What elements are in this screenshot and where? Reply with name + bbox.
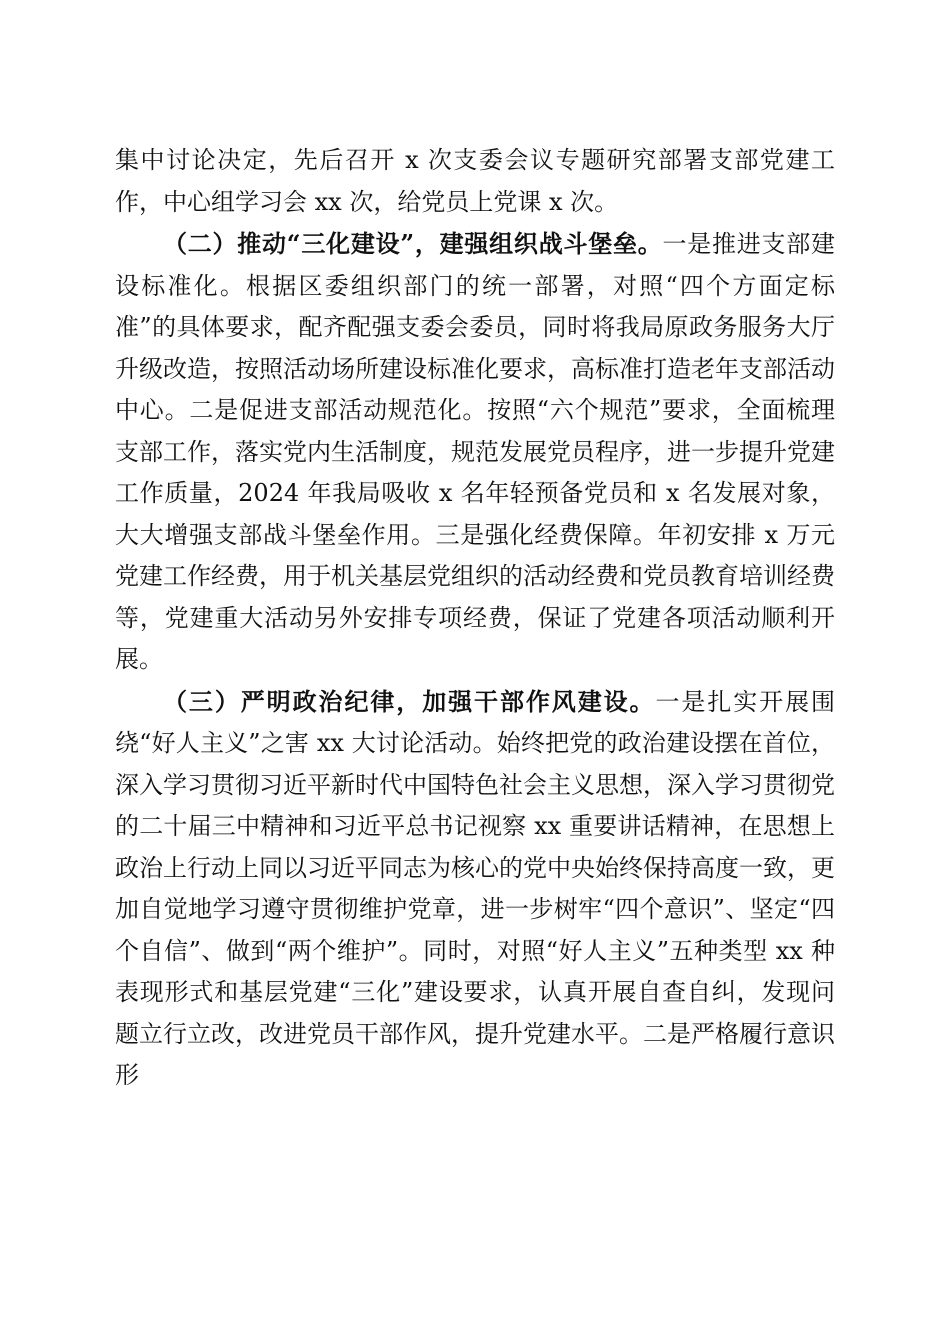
paragraph-text: 一是扎实开展围绕“好人主义”之害 xx 大讨论活动。始终把党的政治建设摆在首位，深入学习贯彻习近平新时代中国特色社会主义思想，深入学习贯彻党的二十届三中精神和习近平总书记视察 xx 重要讲话精神，在思想上政治上行动上同以习近平同志为核心的党中央始终保持高度一致，更加自觉地学习遵守贯彻维护党章，进一步树牢“四个意识”、坚定“四个自信”、做到“两个维护”。同时，对照“好人主义”五种类型 xx 种表现形式和基层党建“三化”建设要求，认真开展自查自纠，发现问题立行立改，改进党员干部作风，提升党建水平。二是严格履行意识形: [115, 687, 836, 1089]
paragraph-text: 集中讨论决定，先后召开 x 次支委会议专题研究部署支部党建工作，中心组学习会 xx 次，给党员上党课 x 次。: [115, 146, 835, 216]
section-heading: （三）严明政治纪律，加强干部作风建设。: [163, 686, 656, 716]
paragraph-continuation: [115, 140, 835, 223]
paragraph-section-three: [115, 681, 835, 1097]
document-body: [115, 140, 835, 1097]
paragraph-text: 一是推进支部建设标准化。根据区委组织部门的统一部署，对照“四个方面定标准”的具体要求，配齐配强支委会委员，同时将我局原政务服务大厅升级改造，按照活动场所建设标准化要求，高标准打造老年支部活动中心。二是促进支部活动规范化。按照“六个规范”要求，全面梳理支部工作，落实党内生活制度，规范发展党员程序，进一步提升党建工作质量，2024 年我局吸收 x 名年轻预备党员和 x 名发展对象，大大增强支部战斗堡垒作用。三是强化经费保障。年初安排 x 万元党建工作经费，用于机关基层党组织的活动经费和党员教育培训经费等，党建重大活动另外安排专项经费，保证了党建各项活动顺利开展。: [115, 230, 835, 673]
paragraph-section-two: [115, 223, 835, 681]
section-heading: （二）推动“三化建设”，建强组织战斗堡垒。: [163, 229, 663, 258]
